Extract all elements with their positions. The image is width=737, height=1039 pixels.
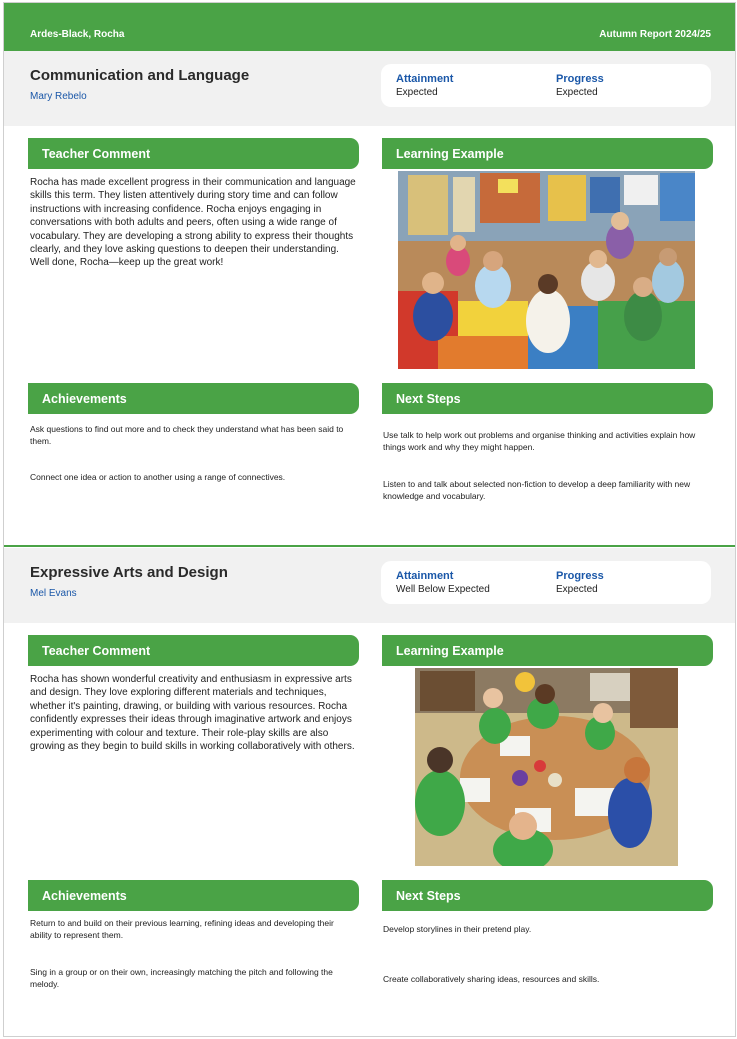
attainment-block [396,570,490,595]
classroom-carpet-photo [398,171,695,369]
section-title: Communication and Language [30,67,250,84]
teacher-comment-heading: Teacher Comment [28,138,359,169]
progress-label: Progress [556,570,604,582]
attainment-block [396,73,453,98]
section-teacher: Mel Evans [30,588,77,599]
progress-block [556,73,604,98]
grade-box [381,561,711,604]
next-step-item: Create collaboratively sharing ideas, resources and skills. [383,974,600,984]
section-header [4,548,736,623]
achievement-item: Sing in a group or on their own, increasingly matching the pitch and following the melody. [30,967,333,989]
learning-example-heading: Learning Example [382,138,713,169]
achievement-item: Ask questions to find out more and to check they understand what has been said to them. [30,424,344,446]
subject-section-communication [4,51,736,546]
achievement-item: Return to and build on their previous learning, refining ideas and developing their ability to represent them. [30,918,334,940]
next-step-item: Develop storylines in their pretend play. [383,924,532,934]
grade-box [381,64,711,107]
attainment-label: Attainment [396,570,454,582]
subject-section-expressive-arts [4,548,736,1037]
attainment-value: Well Below Expected [396,584,490,595]
learning-example-heading: Learning Example [382,635,713,666]
attainment-value: Expected [396,87,438,98]
teacher-comment-text: Rocha has shown wonderful creativity and enthusiasm in expressive arts and design. They love exploring different materials and techniques, whether it's painting, drawing, or building with various resources. Rocha confidently expresses their ideas through imaginative artwork and enjoys experimenting with colour and texture. Their role-play skills are also growing as they begin to build skills in working collaboratively with others. [30,674,355,753]
achievement-item: Connect one idea or action to another using a range of connectives. [30,472,286,482]
teacher-comment-heading: Teacher Comment [28,635,359,666]
art-table-photo [415,668,678,866]
progress-label: Progress [556,73,604,85]
next-step-item: Listen to and talk about selected non-fiction to develop a deep familiarity with new knowledge and vocabulary. [383,479,691,501]
report-header-bar [4,3,736,51]
progress-value: Expected [556,584,598,595]
section-teacher: Mary Rebelo [30,91,87,102]
section-title: Expressive Arts and Design [30,564,228,581]
progress-block [556,570,604,595]
student-name: Ardes-Black, Rocha [30,29,125,40]
attainment-label: Attainment [396,73,454,85]
progress-value: Expected [556,87,598,98]
achievements-heading: Achievements [28,880,359,911]
achievements-heading: Achievements [28,383,359,414]
next-step-item: Use talk to help work out problems and organise thinking and activities explain how things work and why they might happen. [383,430,696,452]
next-steps-heading: Next Steps [382,880,713,911]
section-divider [4,545,736,547]
section-header [4,51,736,126]
report-title: Autumn Report 2024/25 [599,29,711,40]
report-page [3,2,736,1037]
next-steps-heading: Next Steps [382,383,713,414]
teacher-comment-text: Rocha has made excellent progress in their communication and language skills this term. They listen attentively during story time and can follow instructions with increasing confidence. Rocha enjoys engaging in conversations with both adults and peers, often using a wide range of vocabulary. They are developing a strong ability to express their thoughts clearly, and they love asking questions to deepen their understanding. Well done, Rocha—keep up the great work! [30,177,356,269]
